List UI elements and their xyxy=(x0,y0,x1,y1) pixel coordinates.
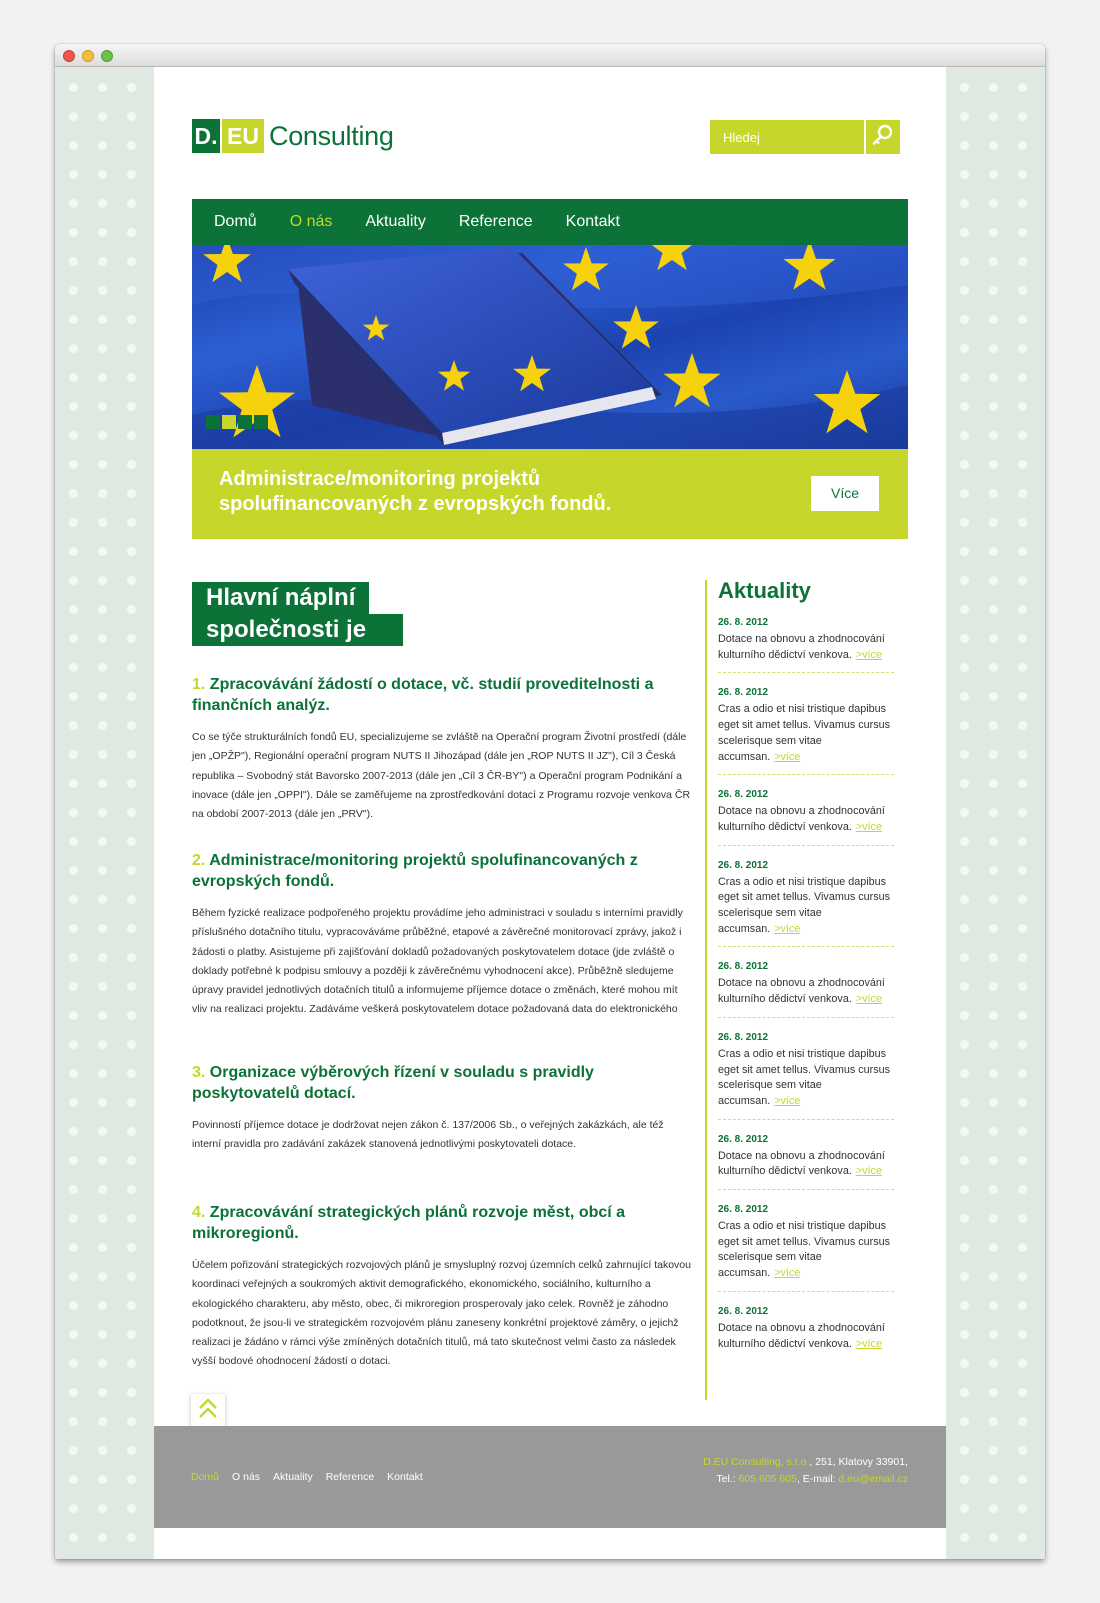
service-text: Co se týče strukturálních fondů EU, specializujeme se zvláště na Operační program Životní prostředí (dále jen „OPŽP"), Regionální operační program NUTS II Jihozápad (dále jen „ROP NUTS II JZ"), Cíl 3 Česká republika – Svobodný stát Bavorsko 2007-2013 (dále jen „Cíl 3 ČR-BY") a Operační program Podnikání a inovace (dále jen „OPPI"). Dále se zaměřujeme na zprostředkování dotací z Programu rozvoje venkova ČR na období 2007-2013 (dále jen „PRV"). xyxy=(192,731,691,821)
news-text xyxy=(718,804,894,835)
news-item xyxy=(718,1305,894,1361)
aside-divider xyxy=(705,580,707,1400)
news-text-content: Dotace na obnovu a zhodnocování kulturního dědictví venkova. xyxy=(718,633,885,661)
news-date: 26. 8. 2012 xyxy=(718,961,769,973)
service-number: 1. xyxy=(192,676,206,693)
close-window-button[interactable] xyxy=(63,50,75,62)
service-number: 3. xyxy=(192,1064,206,1081)
service-section-4 xyxy=(192,1202,694,1372)
news-text xyxy=(718,1219,894,1282)
news-date: 26. 8. 2012 xyxy=(718,1133,769,1145)
hero-banner xyxy=(192,449,908,539)
news-more-link[interactable]: >více xyxy=(855,1337,882,1350)
nav-item-aktuality[interactable]: Aktuality xyxy=(365,213,426,230)
news-heading: Aktuality xyxy=(718,578,811,603)
news-more-link[interactable]: >více xyxy=(855,993,882,1006)
news-date: 26. 8. 2012 xyxy=(718,617,769,628)
window-titlebar xyxy=(55,44,1045,67)
slider-dot-2[interactable] xyxy=(222,415,236,429)
news-text-content: Cras a odio et nisi tristique dapibus eget sit amet tellus. Vivamus cursus scelerisque sem vitae accumsan. xyxy=(718,1220,891,1280)
footer-nav-domu[interactable]: Domů xyxy=(191,1471,220,1483)
maximize-window-button[interactable] xyxy=(101,50,113,62)
main-nav xyxy=(192,199,908,245)
nav-item-kontakt[interactable]: Kontakt xyxy=(565,213,620,230)
service-number: 2. xyxy=(192,852,206,869)
slider-dot-4[interactable] xyxy=(254,415,268,429)
more-button[interactable]: Více xyxy=(811,476,879,511)
logo-text: Consulting xyxy=(269,121,394,151)
footer-email-label: , E-mail: xyxy=(796,1473,836,1485)
footer-nav xyxy=(191,1471,436,1483)
news-text-content: Cras a odio et nisi tristique dapibus eget sit amet tellus. Vivamus cursus scelerisque sem vitae accumsan. xyxy=(718,875,891,935)
news-list xyxy=(718,616,894,1361)
footer-nav-aktuality[interactable]: Aktuality xyxy=(273,1471,313,1483)
footer xyxy=(154,1426,946,1528)
news-more-link[interactable]: >více xyxy=(774,750,801,763)
footer-email[interactable]: d.eu@email.cz xyxy=(838,1473,908,1485)
news-item xyxy=(718,1203,894,1292)
news-more-link[interactable]: >více xyxy=(855,648,882,661)
page-title-line-1: Hlavní náplní xyxy=(192,582,369,614)
footer-nav-o-nas[interactable]: O nás xyxy=(232,1471,261,1483)
news-item xyxy=(718,859,894,948)
logo-d: D. xyxy=(192,119,220,153)
news-item xyxy=(718,960,894,1017)
service-text: Během fyzické realizace podpořeného projektu provádíme jeho administraci v souladu s interními pravidly příslušného dotačního titulu, vypracováváme průběžné, etapové a závěrečné monitorovací zprávy, jakož i žádosti o platby. Asistujeme při zajišťování dokladů požadovaných poskytovatelem dotace (jde zvláště o doklady potřebné k podpisu smlouvy a později k závěrečnému vyhodnocení akce). Průběžně sledujeme úpravy pravidel jednotlivých dotačních titulů a informujeme příjemce dotace o změnách, které mohou mít vliv na realizaci projektu. Zadáváme veškerá poskytovatelem dotace požadovaná data do elektronického xyxy=(192,907,683,1016)
service-text: Účelem pořizování strategických rozvojových plánů je smysluplný rozvoj územních celků zahrnující takovou koordinaci veřejných a soukromých aktivit demografického, ekonomického, sociálního, kulturního a ekologického charakteru, aby město, obec, či mikroregion prosperovaly jako celek. Rovněž je záhodno podotknout, že jsou-li ve strategickém rozvojovém plánu zaneseny konkrétní projektové záměry, o jejichž realizaci je žádáno v rámci výše zmíněných dotačních titulů, má tato skutečnost velmi často za následek vyšší bodové ohodnocení žádostí o dotaci. xyxy=(192,1259,691,1368)
search-key-icon xyxy=(871,123,895,151)
news-text xyxy=(718,702,894,765)
news-item xyxy=(718,1031,894,1120)
news-text xyxy=(718,1321,894,1352)
news-text xyxy=(718,875,894,938)
footer-contact xyxy=(703,1454,908,1488)
service-title-text: Organizace výběrových řízení v souladu s pravidly poskytovatelů dotací. xyxy=(192,1064,594,1102)
footer-tel-label: Tel.: xyxy=(716,1473,736,1485)
news-date: 26. 8. 2012 xyxy=(718,687,769,699)
service-section-1 xyxy=(192,674,694,824)
news-item xyxy=(718,788,894,845)
news-item xyxy=(718,1133,894,1190)
service-text: Povinností příjemce dotace je dodržovat nejen zákon č. 137/2006 Sb., o veřejných zakázkách, ale též interní pravidla pro zadávání zakázek stanovená jednotlivými poskytovateli dotace. xyxy=(192,1119,664,1151)
news-text-content: Dotace na obnovu a zhodnocování kulturního dědictví venkova. xyxy=(718,1149,885,1178)
logo-eu: EU xyxy=(222,119,264,153)
news-text xyxy=(718,976,894,1007)
news-date: 26. 8. 2012 xyxy=(718,1204,769,1216)
news-text xyxy=(718,632,894,663)
slider-dots xyxy=(206,415,268,429)
footer-company: D.EU Consulting, s.r.o. xyxy=(703,1456,810,1468)
page-title-line-2: společnosti je xyxy=(192,614,403,646)
browser-window xyxy=(55,44,1045,1559)
news-more-link[interactable]: >více xyxy=(855,1165,882,1178)
service-section-3 xyxy=(192,1062,694,1155)
minimize-window-button[interactable] xyxy=(82,50,94,62)
page-title xyxy=(192,582,403,646)
news-date: 26. 8. 2012 xyxy=(718,1031,769,1043)
scroll-to-top-button[interactable] xyxy=(191,1394,225,1428)
service-title-text: Administrace/monitoring projektů spolufinancovaných z evropských fondů. xyxy=(192,852,638,890)
site-logo[interactable] xyxy=(192,119,394,153)
service-section-2 xyxy=(192,850,694,1020)
service-title xyxy=(192,1062,694,1104)
news-more-link[interactable]: >více xyxy=(774,1267,801,1280)
news-more-link[interactable]: >více xyxy=(774,922,801,935)
footer-address: , 251, Klatovy 33901, xyxy=(809,1456,908,1468)
double-chevron-up-icon xyxy=(198,1398,218,1424)
news-date: 26. 8. 2012 xyxy=(718,1305,769,1317)
news-text-content: Cras a odio et nisi tristique dapibus eget sit amet tellus. Vivamus cursus scelerisque sem vitae accumsan. xyxy=(718,1047,891,1107)
news-date: 26. 8. 2012 xyxy=(718,859,769,871)
banner-text: Administrace/monitoring projektů spolufinancovaných z evropských fondů. xyxy=(219,468,612,515)
service-title-text: Zpracovávání strategických plánů rozvoje měst, obcí a mikroregionů. xyxy=(192,1204,626,1242)
footer-nav-reference[interactable]: Reference xyxy=(325,1471,375,1483)
news-item xyxy=(718,686,894,775)
star-background-left xyxy=(55,67,154,1559)
slider-dot-1[interactable] xyxy=(206,415,220,429)
slider-dot-3[interactable] xyxy=(238,415,252,429)
news-text xyxy=(718,1047,894,1110)
news-date: 26. 8. 2012 xyxy=(718,789,769,801)
service-title-text: Zpracovávání žádostí o dotace, vč. studií proveditelnosti a finančních analýz. xyxy=(192,676,654,714)
news-text-content: Dotace na obnovu a zhodnocování kulturního dědictví venkova. xyxy=(718,977,885,1006)
footer-nav-kontakt[interactable]: Kontakt xyxy=(387,1471,423,1483)
hero-image-eu-flag-book xyxy=(192,245,908,449)
search-box xyxy=(710,120,900,154)
news-more-link[interactable]: >více xyxy=(774,1094,801,1107)
search-button[interactable] xyxy=(866,120,900,154)
nav-item-reference[interactable]: Reference xyxy=(458,213,533,230)
news-text xyxy=(718,1149,894,1180)
page xyxy=(154,67,946,1559)
news-text-content: Dotace na obnovu a zhodnocování kulturního dědictví venkova. xyxy=(718,1321,885,1350)
news-more-link[interactable]: >více xyxy=(855,820,882,833)
service-title xyxy=(192,1202,694,1244)
service-title xyxy=(192,850,694,892)
search-input[interactable] xyxy=(710,120,864,154)
footer-tel[interactable]: 605 605 605 xyxy=(738,1473,797,1485)
nav-item-o-nas[interactable]: O nás xyxy=(289,213,333,230)
nav-item-domu[interactable]: Domů xyxy=(214,213,257,230)
news-text-content: Dotace na obnovu a zhodnocování kulturního dědictví venkova. xyxy=(718,805,885,833)
service-title xyxy=(192,674,694,716)
service-number: 4. xyxy=(192,1204,206,1221)
news-text-content: Cras a odio et nisi tristique dapibus eget sit amet tellus. Vivamus cursus scelerisque sem vitae accumsan. xyxy=(718,703,891,763)
news-item xyxy=(718,616,894,673)
news-sidebar xyxy=(718,577,894,1374)
star-background-right xyxy=(946,67,1045,1559)
